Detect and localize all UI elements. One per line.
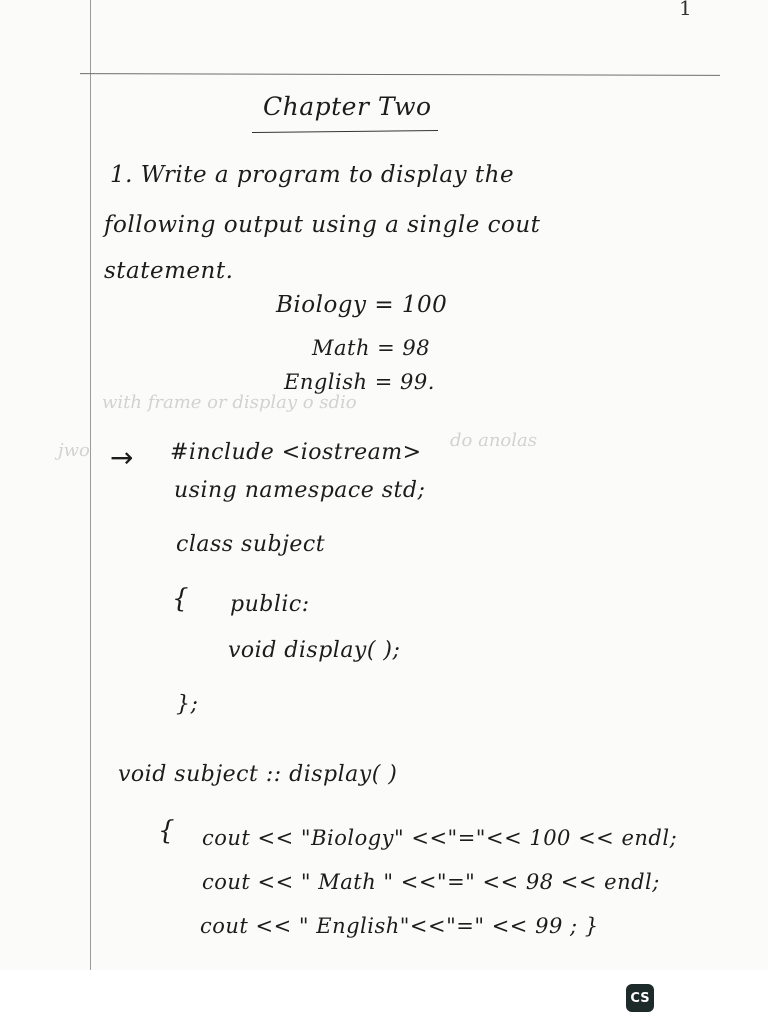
code-line: void display( );	[228, 638, 401, 663]
code-line: class subject	[176, 532, 326, 557]
bleed-through-text: do anolas	[450, 430, 537, 451]
output-line: English = 99.	[284, 370, 435, 394]
code-line: {	[172, 584, 190, 614]
code-line: cout << " Math " <<"=" << 98 << endl;	[202, 870, 660, 894]
title-underline	[252, 130, 438, 133]
camscanner-logo-icon: CS	[626, 984, 654, 1012]
code-line: {	[158, 816, 176, 846]
code-line: };	[176, 692, 199, 717]
code-line: cout << " English"<<"=" << 99 ; }	[200, 914, 599, 938]
output-line: Biology = 100	[276, 292, 448, 318]
bleed-through-text: with frame or display o sdio	[102, 392, 357, 413]
question-line: statement.	[104, 258, 234, 284]
page-number: 1	[679, 0, 692, 20]
bleed-through-text: jwo	[58, 440, 90, 461]
question-line: following output using a single cout	[104, 212, 541, 238]
code-line: public:	[230, 592, 310, 617]
output-line: Math = 98	[312, 336, 431, 360]
question-line: 1. Write a program to display the	[110, 162, 515, 188]
margin-line	[90, 0, 91, 970]
code-line: using namespace std;	[174, 478, 426, 503]
code-line: void subject :: display( )	[118, 762, 398, 787]
arrow-icon: →	[110, 441, 134, 474]
top-rule	[80, 73, 720, 76]
chapter-title: Chapter Two	[263, 92, 432, 121]
code-line: #include <iostream>	[170, 440, 422, 465]
code-line: cout << "Biology" <<"="<< 100 << endl;	[202, 826, 678, 850]
